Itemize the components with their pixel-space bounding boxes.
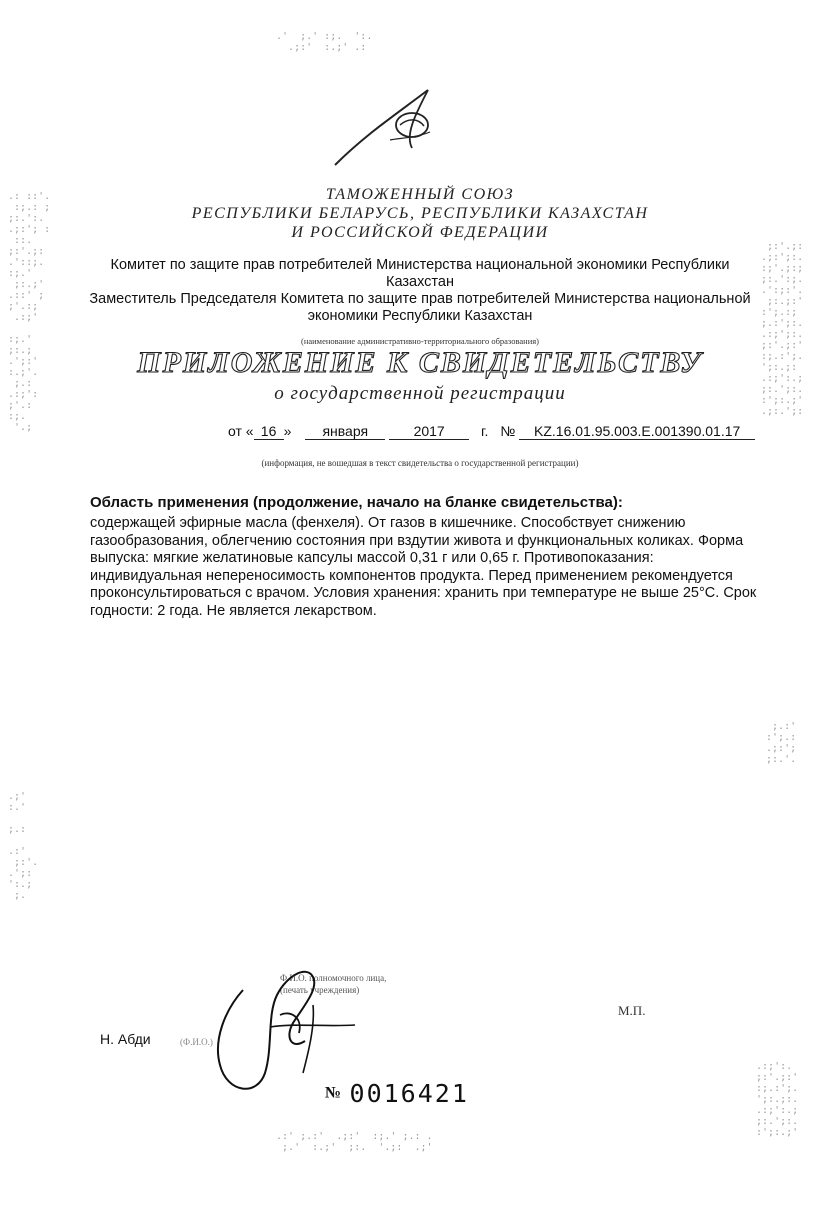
- date-day: 16: [254, 423, 284, 440]
- fio-caption: (Ф.И.О.): [180, 1037, 213, 1047]
- document-subtitle: о государственной регистрации: [274, 383, 566, 404]
- scope-line: проконсультироваться с врачом. Условия хранения: хранить при температуре не выше 25°С. Срок: [90, 585, 757, 602]
- scope-line: индивидуальная непереносимость компонентов продукта. Перед применением рекомендуется: [90, 567, 733, 584]
- admin-note: (наименование административно-территориального образования): [300, 336, 539, 346]
- date-year-suffix: г.: [481, 423, 489, 439]
- date-line: [228, 423, 788, 440]
- scope-line: выпуска: мягкие желатиновые капсулы массой 0,31 г или 0,65 г. Противопоказания:: [90, 550, 654, 567]
- signature-caption-line: (печать учреждения): [280, 985, 360, 995]
- info-note: (информация, не вошедшая в текст свидетельства о государственной регистрации): [261, 458, 579, 468]
- registration-number-label: №: [500, 423, 516, 439]
- deputy-line-2: экономики Республики Казахстан: [307, 308, 533, 324]
- union-line-3: И РОССИЙСКОЙ ФЕДЕРАЦИИ: [291, 224, 549, 241]
- scan-noise-left: .: ::'. :;.: ; ;:.':. .;:'; : ::. ;:'.;: .'::;. :;.' ;:.;' .::' ; ;'.:; .:;' :;.' ;:.; .';:' :.;'. ;.: .:;': ;'.: :;. '.;: [8, 191, 51, 433]
- union-line-1: ТАМОЖЕННЫЙ СОЮЗ: [325, 186, 515, 203]
- serial-number: [325, 1079, 469, 1108]
- scope-text: [90, 515, 770, 621]
- date-year: 2017: [389, 423, 469, 440]
- signatory-name: Н. Абди: [100, 1031, 151, 1047]
- deputy-line-1: Заместитель Председателя Комитета по защите прав потребителей Министерства национальной: [89, 291, 751, 307]
- scan-noise-left-lower: .;' :.' ;.: .:' ;:'. .';: ':.; ;.: [8, 791, 39, 901]
- scan-noise-right-bottom: .:;':. ;:'.;:' :;.:';. ';:.;:. .:;':.; ;:.';:. :';:.;': [756, 1061, 799, 1138]
- committee-line-1: Комитет по защите прав потребителей Министерства национальной экономики Республики: [110, 257, 730, 273]
- scope-line: газообразования, облегчению состояния при вздутии живота и функциональных коликах. Форма: [90, 532, 744, 549]
- scope-line: содержащей эфирные масла (фенхеля). От газов в кишечнике. Способствует снижению: [90, 515, 686, 531]
- scan-noise-right-mid: ;.:' :';.: .;:'; ;:.'.: [766, 721, 797, 765]
- date-month: января: [305, 423, 385, 440]
- scan-noise-top: .' ;.' :;. ':. .;:' :.;' .:: [276, 31, 373, 53]
- date-close-quote: »: [283, 423, 292, 439]
- registration-number: KZ.16.01.95.003.E.001390.01.17: [519, 423, 755, 440]
- signature-caption-line: Ф.И.О. полномочного лица,: [280, 973, 387, 983]
- union-line-2: РЕСПУБЛИКИ БЕЛАРУСЬ, РЕСПУБЛИКИ КАЗАХСТАН: [191, 205, 649, 222]
- stamp-place: М.П.: [618, 1003, 646, 1018]
- emblem-icon: [320, 80, 480, 175]
- scope-line: годности: 2 года. Не является лекарством.: [90, 602, 377, 619]
- scan-noise-bottom: .:' ;.:' .;:' :;.' ;.: . ;.' :.;' ;:. '.;: .;': [276, 1131, 433, 1153]
- committee-line-2: Казахстан: [386, 274, 454, 290]
- serial-number-value: 0016421: [349, 1079, 469, 1108]
- scope-title: Область применения (продолжение, начало на бланке свидетельства):: [90, 494, 623, 511]
- serial-number-label: №: [325, 1084, 342, 1102]
- scan-noise-right: ;:'.;: .;:';:. :;'.;:; ;:.':;. .':;:'. ;:.;:' :';.:; ;.:';:. .:;';:. ;:'.;:' :;.:';. ';:.;: .:;':.; ;:.';:. :';:.;' .;:.';:: [761, 241, 804, 417]
- document-title: ПРИЛОЖЕНИЕ К СВИДЕТЕЛЬСТВУ: [137, 346, 703, 379]
- date-from-label: от «: [228, 423, 254, 439]
